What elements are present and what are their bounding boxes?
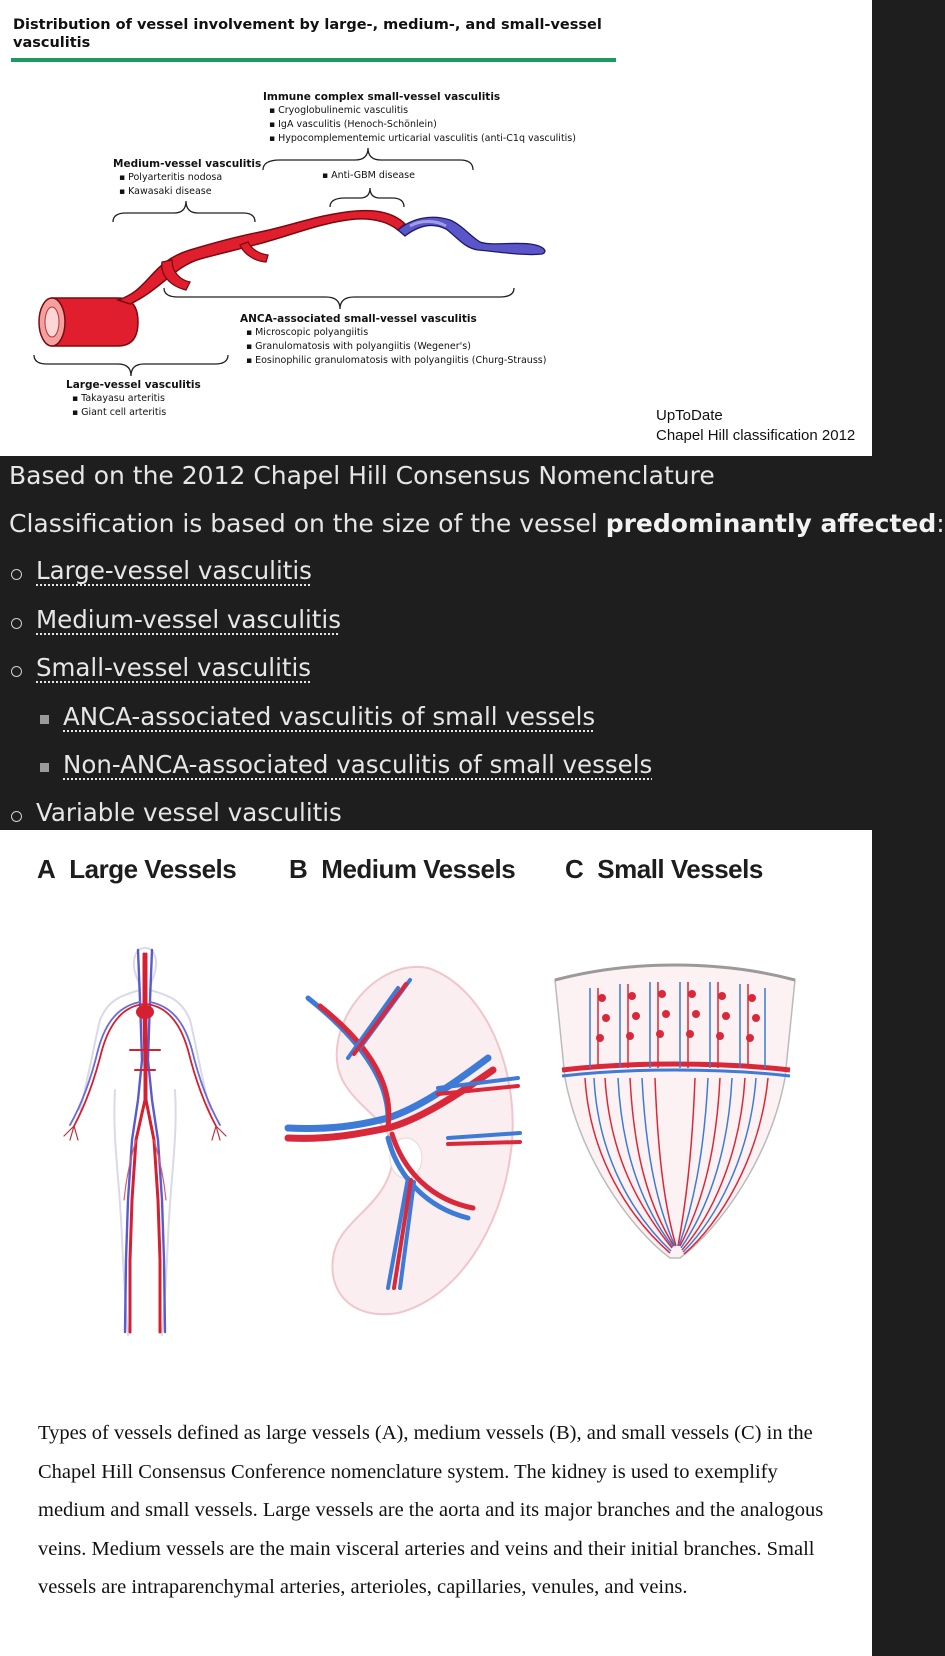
bullet-square	[40, 763, 49, 772]
anca-bracket	[164, 288, 514, 309]
medium-bracket	[113, 201, 255, 222]
list-item[interactable]	[63, 702, 595, 732]
medium-vessel-group	[113, 158, 261, 199]
figure-caption: Types of vessels defined as large vessels (A), medium vessels (B), and small vessels (C) in the Chapel Hill Consensus Conference nomenclature system. The kidney is used to exemplify medium and small vessels. Large vessels are the aorta and its major branches and the analogous veins. Medium vessels are the main visceral arteries and veins and their initial branches. Small vessels are intraparenchymal arteries, arterioles, capillaries, venules, and veins.	[38, 1422, 824, 1598]
anca-group	[240, 313, 546, 368]
notes-line-2	[9, 509, 945, 539]
non-anca-link[interactable]: Non-ANCA-associated vasculitis of small vessels	[63, 750, 653, 779]
large-vessel-item: ▪ Giant cell arteritis	[66, 406, 201, 420]
large-vessel-link[interactable]: Large-vessel vasculitis	[36, 556, 312, 585]
kidney-medium-vessels-illustration	[288, 958, 528, 1328]
label-a-text: Large Vessels	[69, 854, 237, 884]
variable-vessel-text: Variable vessel vasculitis	[36, 798, 342, 827]
figure-source	[656, 406, 855, 446]
list-item[interactable]	[36, 556, 312, 586]
notes-line-2-suffix: :	[936, 509, 945, 538]
body-vessels-illustration	[40, 940, 250, 1340]
immune-complex-group	[263, 91, 576, 146]
bullet-circle	[11, 569, 22, 580]
immune-complex-item: ▪ Hypocomplementemic urticarial vasculitis (anti-C1q vasculitis)	[263, 132, 576, 146]
medium-vessel-item: ▪ Polyarteritis nodosa	[113, 171, 261, 185]
list-item[interactable]	[36, 653, 311, 683]
immune-complex-bracket	[263, 148, 473, 170]
bullet-circle	[11, 811, 22, 822]
anca-link[interactable]: ANCA-associated vasculitis of small vessels	[63, 702, 596, 731]
anti-gbm-bracket	[330, 188, 404, 207]
large-bracket	[34, 355, 228, 376]
label-a-letter: A	[37, 854, 56, 884]
large-vessel-heading: Large-vessel vasculitis	[66, 379, 201, 391]
label-b-letter: B	[289, 854, 308, 884]
anti-gbm-group	[316, 169, 415, 183]
label-c	[565, 854, 763, 885]
small-vessel-link[interactable]: Small-vessel vasculitis	[36, 653, 312, 682]
list-item[interactable]	[63, 750, 652, 780]
vessel-distribution-figure	[0, 0, 872, 456]
medium-vessel-link[interactable]: Medium-vessel vasculitis	[36, 605, 341, 634]
vessel-types-figure	[0, 830, 872, 1656]
anca-item: ▪ Eosinophilic granulomatosis with polyangiitis (Churg-Strauss)	[240, 354, 546, 368]
large-vessel-group	[66, 379, 201, 420]
bullet-circle	[11, 618, 22, 629]
label-b-text: Medium Vessels	[321, 854, 516, 884]
source-line-2: Chapel Hill classification 2012	[656, 427, 856, 444]
label-b	[289, 854, 515, 885]
label-a	[37, 854, 236, 885]
anti-gbm-item: ▪ Anti-GBM disease	[316, 169, 415, 183]
figure-title: Distribution of vessel involvement by large-, medium-, and small-vessel vasculitis	[13, 17, 602, 51]
label-c-text: Small Vessels	[597, 854, 763, 884]
list-item	[36, 798, 342, 828]
bullet-circle	[11, 666, 22, 677]
medium-vessel-item: ▪ Kawasaki disease	[113, 185, 261, 199]
notes-panel	[0, 456, 945, 830]
immune-complex-item: ▪ Cryoglobulinemic vasculitis	[263, 104, 576, 118]
anca-heading: ANCA-associated small-vessel vasculitis	[240, 313, 477, 325]
immune-complex-item: ▪ IgA vasculitis (Henoch-Schönlein)	[263, 118, 576, 132]
notes-line-2-bold: predominantly affected	[605, 509, 937, 538]
immune-complex-heading: Immune complex small-vessel vasculitis	[263, 91, 501, 103]
anca-item: ▪ Granulomatosis with polyangiitis (Wegener's)	[240, 340, 546, 354]
label-c-letter: C	[565, 854, 584, 884]
large-vessel-item: ▪ Takayasu arteritis	[66, 392, 201, 406]
list-item[interactable]	[36, 605, 341, 635]
small-vessels-illustration	[550, 958, 800, 1268]
bullet-square	[40, 715, 49, 724]
source-line-1: UpToDate	[656, 407, 723, 424]
notes-line-2-prefix: Classification is based on the size of the vessel	[9, 509, 606, 538]
notes-line-1: Based on the 2012 Chapel Hill Consensus Nomenclature	[9, 461, 715, 490]
anca-item: ▪ Microscopic polyangiitis	[240, 326, 546, 340]
medium-vessel-heading: Medium-vessel vasculitis	[113, 158, 262, 170]
